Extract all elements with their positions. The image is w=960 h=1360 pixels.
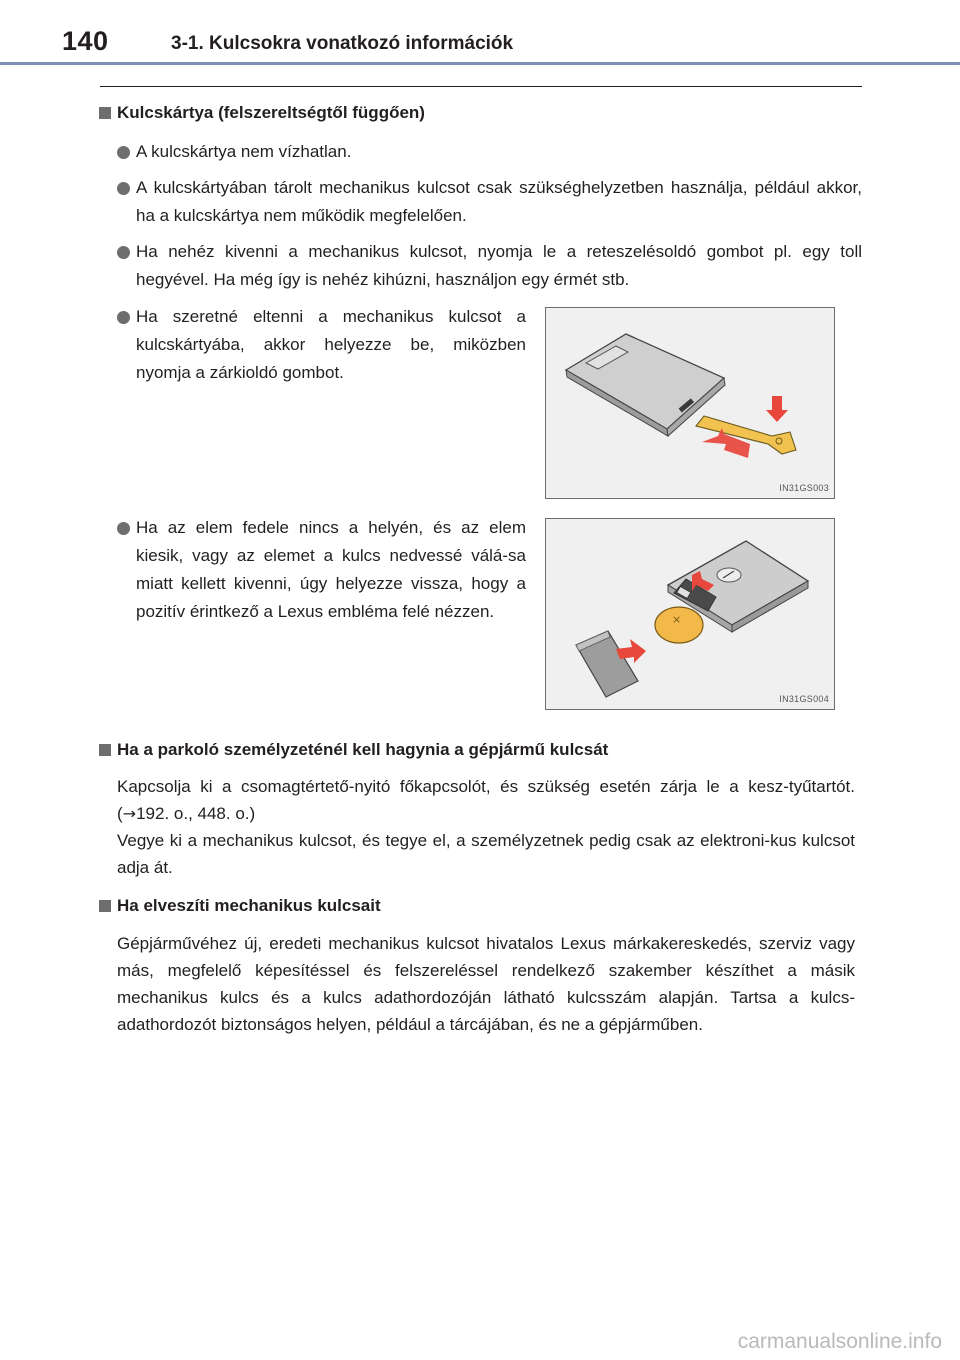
square-bullet-icon [99, 107, 111, 119]
heading-lost-keys [99, 896, 381, 916]
bullet-text: A kulcskártya nem vízhatlan. [136, 142, 352, 161]
round-bullet-icon [117, 146, 130, 159]
chapter-title: 3-1. Kulcsokra vonatkozó információk [171, 33, 514, 54]
heading-card-key [99, 103, 425, 123]
figure-battery-cover [545, 518, 835, 710]
bullet-text: Ha az elem fedele nincs a helyén, és az elem kiesik, vagy az elemet a kulcs nedvessé válá-sa miatt kellett kivenni, úgy helyezze vissza, hogy a pozitív érintkező a Lexus embléma felé nézzen. [136, 518, 526, 621]
card-key-insert-illustration [546, 308, 835, 499]
bullet-item [117, 174, 862, 230]
valet-text-2: Vegye ki a mechanikus kulcsot, és tegye el, a személyzetnek pedig csak az elektroni-kus kulcsot adja át. [117, 831, 855, 877]
square-bullet-icon [99, 900, 111, 912]
battery-cover-illustration [546, 519, 835, 710]
bullet-text: Ha nehéz kivenni a mechanikus kulcsot, nyomja le a reteszelésoldó gombot pl. egy toll hegyével. Ha még így is nehéz kihúzni, használjon egy érmét stb. [136, 242, 862, 289]
round-bullet-icon [117, 522, 130, 535]
bullet-item [117, 514, 526, 626]
page-number: 140 [62, 26, 109, 56]
bullet-item [117, 138, 862, 166]
page-reference: 192. o., 448. o.) [136, 804, 256, 823]
section-divider [100, 86, 862, 87]
heading-lost-keys-text: Ha elveszíti mechanikus kulcsait [117, 896, 381, 915]
bullet-text: Ha szeretné eltenni a mechanikus kulcsot a kulcskártyába, akkor helyezze be, miközben nyomja a zárkioldó gombot. [136, 307, 526, 382]
arrow-right-icon: → [122, 804, 137, 823]
round-bullet-icon [117, 311, 130, 324]
header-rule [0, 62, 960, 65]
watermark: carmanualsonline.info [737, 1330, 942, 1353]
figure-code: IN31GS003 [779, 483, 829, 493]
valet-text-1: Kapcsolja ki a csomagtértető-nyitó főkapcsolót, és szükség esetén zárja le a kesz-tyűtartót. ( [117, 777, 855, 823]
svg-text:×: × [672, 613, 682, 626]
round-bullet-icon [117, 246, 130, 259]
figure-code: IN31GS004 [779, 694, 829, 704]
figure-card-key-insert [545, 307, 835, 499]
round-bullet-icon [117, 182, 130, 195]
lost-keys-paragraph: Gépjárművéhez új, eredeti mechanikus kulcsot hivatalos Lexus márkakereskedés, szerviz vagy más, megfelelő képesítéssel és felszereléssel rendelkező szakember készíthet a másik mechanikus kulcs és a kulcs adathordozóján látható kulcsszám alapján. Tartsa a kulcs-adathordozót biztonságos helyen, például a tárcájában, és ne a gépjárműben. [117, 934, 855, 1034]
square-bullet-icon [99, 744, 111, 756]
heading-valet [99, 740, 608, 760]
bullet-text: A kulcskártyában tárolt mechanikus kulcsot csak szükséghelyzetben használja, például akkor, ha a kulcskártya nem működik megfelelően. [136, 178, 862, 225]
valet-paragraph [117, 773, 855, 881]
bullet-item [117, 303, 526, 387]
heading-valet-text: Ha a parkoló személyzeténél kell hagynia a gépjármű kulcsát [117, 740, 609, 759]
page-header [0, 0, 960, 64]
bullet-item [117, 238, 862, 294]
heading-card-key-text: Kulcskártya (felszereltségtől függően) [117, 103, 425, 122]
